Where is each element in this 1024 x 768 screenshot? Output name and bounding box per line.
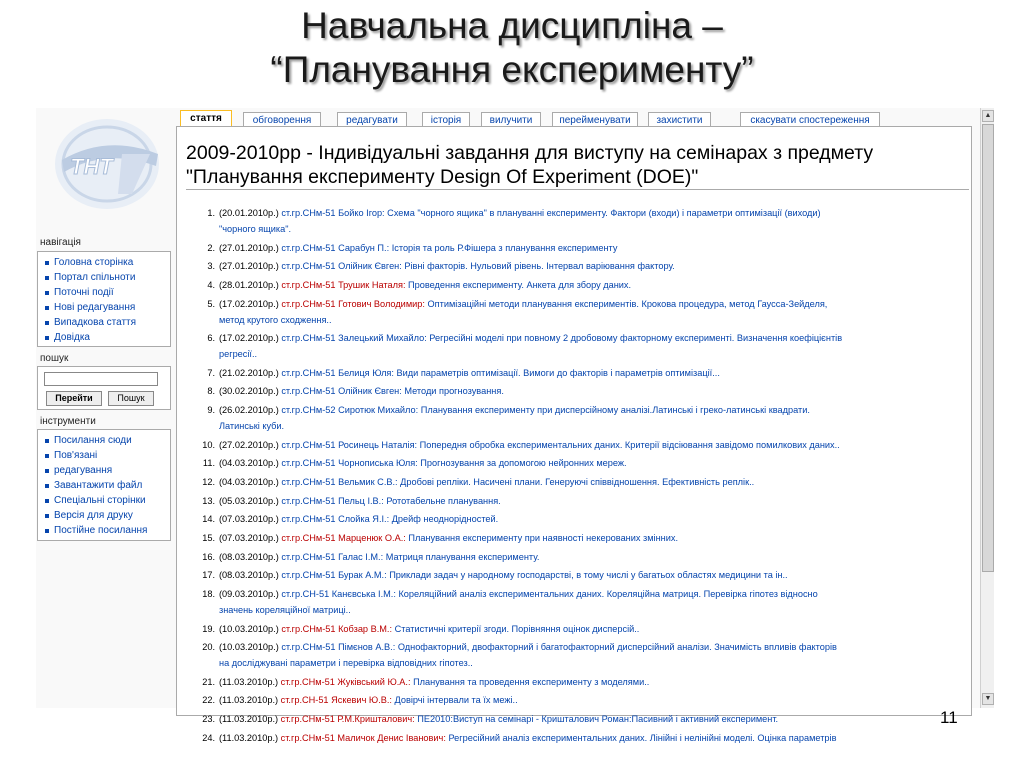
search-input[interactable] xyxy=(44,372,158,386)
item-topic-link[interactable]: Рототабельне планування. xyxy=(383,495,501,506)
list-item xyxy=(202,639,969,671)
tools-item-what-links-here[interactable]: Посилання сюди xyxy=(44,433,166,448)
list-item xyxy=(207,402,969,434)
nav-heading: навігація xyxy=(40,237,81,248)
item-author-link[interactable]: ст.гр.СНм-51 Р.М.Кришталович: xyxy=(278,714,415,725)
search-button[interactable]: Пошук xyxy=(108,391,154,406)
item-date: (07.03.2010р.) xyxy=(219,532,279,543)
item-topic-link[interactable]: Види параметрів оптимізації. Вимоги до факторів і параметрів оптимізації... xyxy=(393,367,720,378)
item-topic-link[interactable]: Регресійні моделі при повному 2 дробовому факторному експерименті. Визначення коефіцієнтів xyxy=(426,333,843,344)
item-number: 17. xyxy=(202,570,215,581)
slide-title xyxy=(0,4,1024,92)
list-item xyxy=(207,258,969,274)
item-date: (11.03.2010р.) xyxy=(219,714,279,725)
item-date: (17.02.2010р.) xyxy=(219,298,279,309)
item-date: (27.02.2010р.) xyxy=(219,439,279,450)
item-topic-continued[interactable]: регресії.. xyxy=(219,349,258,360)
item-number: 1. xyxy=(207,208,215,218)
nav-item-current-events[interactable]: Поточні події xyxy=(44,285,166,300)
list-item xyxy=(202,511,969,527)
site-logo[interactable] xyxy=(52,114,162,224)
list-item xyxy=(207,205,969,237)
nav-portlet xyxy=(37,251,171,347)
list-item xyxy=(202,530,969,546)
item-number: 3. xyxy=(207,261,215,272)
item-number: 4. xyxy=(207,279,215,290)
nav-item-help[interactable]: Довідка xyxy=(44,330,166,345)
item-author-link[interactable]: ст.гр.СНм-51 Белиця Юля: xyxy=(278,367,394,378)
list-item xyxy=(202,567,969,583)
item-author-link[interactable]: ст.гр.СН-51 Яскевич Ю.В.: xyxy=(278,695,392,706)
item-number: 7. xyxy=(207,367,215,378)
item-topic-link[interactable]: Довірчі інтервали та їх межі.. xyxy=(391,695,518,706)
item-number: 2. xyxy=(207,242,215,253)
page-number: 11 xyxy=(940,708,958,727)
item-number: 24. xyxy=(202,732,215,743)
item-number: 20. xyxy=(202,642,215,653)
item-number: 8. xyxy=(207,386,215,397)
item-author-link[interactable]: ст.гр.СН-51 Канєвська І.М.: xyxy=(278,588,396,599)
page-tabs xyxy=(180,109,980,127)
item-author-link[interactable]: ст.гр.СНм-51 Маличок Денис Іванович: xyxy=(278,732,446,743)
nav-item-random-article[interactable]: Випадкова стаття xyxy=(44,315,166,330)
list-item xyxy=(202,621,969,637)
item-topic-link[interactable]: Статистичні критерії згоди. Порівняння оцінок дисперсій.. xyxy=(392,623,640,634)
item-number: 12. xyxy=(202,477,215,488)
list-item xyxy=(207,365,969,381)
item-author-link[interactable]: ст.гр.СНм-51 Росинець Наталія: xyxy=(278,439,418,450)
list-item xyxy=(202,474,969,490)
item-topic-link[interactable]: Історія та роль Р.Фішера з планування експерименту xyxy=(389,242,618,253)
item-topic-link[interactable]: Схема "чорного ящика" в плануванні експерименту. Фактори (входи) і параметри оптимізації (виходи) xyxy=(384,208,821,218)
article-content xyxy=(176,126,972,743)
item-author-link[interactable]: ст.гр.СНм-51 Галас І.М.: xyxy=(278,551,384,562)
tools-portlet xyxy=(37,429,171,541)
page-heading-line-2: "Планування експерименту Design Of Experiment (DOE)" xyxy=(186,166,699,188)
tools-item-upload-file[interactable]: Завантажити файл xyxy=(44,478,166,493)
item-number: 19. xyxy=(202,623,215,634)
item-topic-continued[interactable]: значень кореляційної матриці.. xyxy=(219,604,351,615)
list-item xyxy=(202,493,969,509)
item-date: (09.03.2010р.) xyxy=(219,588,279,599)
item-topic-link[interactable]: Попередня обробка експериментальних даних. Критерії відсіювання завідомо помилкових даних.. xyxy=(417,439,840,450)
scroll-up-icon[interactable]: ▲ xyxy=(982,110,994,122)
item-topic-link[interactable]: Планування та проведення експерименту з моделями.. xyxy=(410,676,650,687)
item-topic-link[interactable]: Прогнозування за допомогою нейронних мереж. xyxy=(417,458,627,469)
list-item xyxy=(207,277,969,293)
item-topic-link[interactable]: Проведення експерименту. Анкета для збору даних. xyxy=(405,279,632,290)
item-topic-continued[interactable]: на досліджувані параметри і перевірка відповідних гіпотез.. xyxy=(219,658,473,669)
item-topic-link[interactable]: ПЕ2010:Виступ на семінарі - Кришталович Роман:Пасивний і активний експеримент. xyxy=(414,714,779,725)
item-date: (11.03.2010р.) xyxy=(219,732,279,743)
item-author-link[interactable]: ст.гр.СНм-51 Чорнописька Юля: xyxy=(278,458,418,469)
item-topic-link[interactable]: Методи прогнозування. xyxy=(401,386,504,397)
tab-protect[interactable]: захистити xyxy=(648,112,711,127)
tools-item-special-pages[interactable]: Спеціальні сторінки xyxy=(44,493,166,508)
item-author-link[interactable]: ст.гр.СНм-51 Трушик Наталя: xyxy=(278,279,406,290)
vertical-scrollbar[interactable] xyxy=(980,108,994,708)
item-number: 6. xyxy=(207,333,215,344)
item-author-link[interactable]: ст.гр.СНм-51 Залецький Михайло: xyxy=(278,333,427,344)
item-number: 16. xyxy=(202,551,215,562)
list-item xyxy=(207,330,969,362)
item-date: (11.03.2010р.) xyxy=(219,676,279,687)
item-topic-continued[interactable]: Латинські куби. xyxy=(219,421,285,432)
list-item xyxy=(202,437,969,453)
item-topic-continued[interactable]: метод крутого сходження.. xyxy=(219,314,332,325)
item-date: (10.03.2010р.) xyxy=(219,642,279,653)
logo-text: ТНТ xyxy=(70,154,113,179)
item-topic-link[interactable]: Оптимізаційні методи планування експериментів. Крокова процедура, метод Гаусса-Зейделя, xyxy=(424,298,828,309)
scroll-down-icon[interactable]: ▼ xyxy=(982,693,994,705)
item-topic-link[interactable]: Рівні факторів. Нульовий рівень. Інтервал варіювання фактору. xyxy=(401,261,675,272)
tools-heading: інструменти xyxy=(40,416,96,427)
slide-title-line-1: Навчальна дисципліна – xyxy=(301,5,723,46)
list-item xyxy=(202,692,969,708)
item-topic-link[interactable]: Планування експерименту при наявності некерованих змінних. xyxy=(405,532,679,543)
item-topic-link[interactable]: Кореляційний аналіз експериментальних даних. Кореляційна матриця. Перевірка гіпотез відносно xyxy=(395,588,818,599)
item-author-link[interactable]: ст.гр.СНм-51 Бурак А.М.: xyxy=(278,570,387,581)
item-number: 22. xyxy=(202,695,215,706)
item-author-link[interactable]: ст.гр.СНм-51 Готович Володимир: xyxy=(278,298,425,309)
wiki-screenshot xyxy=(36,108,994,743)
tab-delete[interactable]: вилучити xyxy=(481,112,541,127)
item-author-link[interactable]: ст.гр.СНм-51 Олійник Євген: xyxy=(278,261,402,272)
item-author-link[interactable]: ст.гр.СНм-51 Слойка Я.І.: xyxy=(278,514,390,525)
list-item xyxy=(202,711,969,727)
list-item xyxy=(202,549,969,565)
item-number: 13. xyxy=(202,495,215,506)
item-topic-link[interactable]: Матриця планування експерименту. xyxy=(383,551,540,562)
search-heading: пошук xyxy=(40,353,69,364)
item-date: (04.03.2010р.) xyxy=(219,458,279,469)
item-author-link[interactable]: ст.гр.СНм-51 Олійник Євген: xyxy=(278,386,402,397)
item-topic-link[interactable]: Регресійний аналіз експериментальних даних. Лінійні і нелінійні моделі. Оцінка параметрів xyxy=(445,732,837,743)
item-author-link[interactable]: ст.гр.СНм-51 Сарабун П.: xyxy=(278,242,390,253)
item-topic-link[interactable]: Приклади задач у народному господарстві, в тому числі у багатьох областях медицини та ін.. xyxy=(386,570,788,581)
nav-item-recent-changes[interactable]: Нові редагування xyxy=(44,300,166,315)
item-topic-link[interactable]: Дробові репліки. Насичені плани. Генеруючі співвідношення. Ефективність реплік.. xyxy=(397,477,755,488)
search-go-button[interactable]: Перейти xyxy=(46,391,102,406)
assignment-list xyxy=(177,205,969,748)
nav-item-main-page[interactable]: Головна сторінка xyxy=(44,255,166,270)
item-number: 14. xyxy=(202,514,215,525)
tab-history[interactable]: історія xyxy=(422,112,470,127)
tools-item-related-changes[interactable]: Пов'язані xyxy=(44,448,166,463)
item-author-link[interactable]: ст.гр.СНм-52 Сиротюк Михайло: xyxy=(278,405,419,416)
item-author-link[interactable]: ст.гр.СНм-51 Пімєнов А.В.: xyxy=(278,642,396,653)
item-topic-link[interactable]: Планування експерименту при дисперсійному аналізі.Латинські і греко-латинські квадрати. xyxy=(418,405,810,416)
nav-item-community-portal[interactable]: Портал спільноти xyxy=(44,270,166,285)
tools-item-related-changes-cont[interactable]: редагування xyxy=(44,463,166,478)
item-date: (21.02.2010р.) xyxy=(219,367,279,378)
item-number: 9. xyxy=(207,405,215,416)
item-date: (20.01.2010р.) xyxy=(219,208,279,218)
item-author-link[interactable]: ст.гр.СНм-51 Кобзар В.М.: xyxy=(278,623,393,634)
page-heading xyxy=(186,141,976,189)
item-author-link[interactable]: ст.гр.СНм-51 Пельц І.В.: xyxy=(278,495,384,506)
item-author-link[interactable]: ст.гр.СНм-51 Бойко Ігор: xyxy=(278,208,385,218)
item-author-link[interactable]: ст.гр.СНм-51 Жуківський Ю.А.: xyxy=(278,676,411,687)
item-date: (08.03.2010р.) xyxy=(219,551,279,562)
item-author-link[interactable]: ст.гр.СНм-51 Вельмик С.В.: xyxy=(278,477,398,488)
item-date: (27.01.2010р.) xyxy=(219,242,279,253)
item-number: 23. xyxy=(202,714,215,725)
tab-move[interactable]: перейменувати xyxy=(552,112,638,127)
item-number: 5. xyxy=(207,298,215,309)
tab-edit[interactable]: редагувати xyxy=(337,112,407,127)
tab-unwatch[interactable]: скасувати спостереження xyxy=(740,112,880,127)
tab-article[interactable]: стаття xyxy=(180,110,232,127)
list-item xyxy=(202,674,969,690)
list-item xyxy=(202,730,969,746)
item-number: 21. xyxy=(202,676,215,687)
item-date: (08.03.2010р.) xyxy=(219,570,279,581)
item-number: 15. xyxy=(202,532,215,543)
item-date: (04.03.2010р.) xyxy=(219,477,279,488)
item-topic-continued[interactable]: "чорного ящика". xyxy=(219,224,292,234)
list-item xyxy=(207,383,969,399)
item-topic-link[interactable]: Однофакторний, двофакторний і багатофакторний дисперсійний аналізи. Значимість впливів факторів xyxy=(395,642,837,653)
item-date: (30.02.2010р.) xyxy=(219,386,279,397)
slide-title-line-2: “Планування експерименту” xyxy=(270,49,754,90)
item-date: (26.02.2010р.) xyxy=(219,405,279,416)
item-date: (05.03.2010р.) xyxy=(219,495,279,506)
item-date: (28.01.2010р.) xyxy=(219,279,279,290)
heading-divider xyxy=(186,189,969,190)
item-date: (11.03.2010р.) xyxy=(219,695,279,706)
list-item xyxy=(202,586,969,618)
scroll-thumb[interactable] xyxy=(982,124,994,572)
page-heading-line-1: 2009-2010рр - Індивідуальні завдання для виступу на семінарах з предмету xyxy=(186,142,874,164)
item-number: 11. xyxy=(202,458,215,469)
item-date: (07.03.2010р.) xyxy=(219,514,279,525)
item-number: 18. xyxy=(202,588,215,599)
item-date: (27.01.2010р.) xyxy=(219,261,279,272)
list-item xyxy=(207,240,969,256)
search-portlet xyxy=(37,366,171,410)
list-item xyxy=(207,296,969,328)
item-topic-link[interactable]: Дрейф неоднорідностей. xyxy=(389,514,499,525)
tools-item-printable-version[interactable]: Версія для друку xyxy=(44,508,166,523)
tab-discussion[interactable]: обговорення xyxy=(243,112,321,127)
list-item xyxy=(202,455,969,471)
item-number: 10. xyxy=(202,439,215,450)
item-date: (17.02.2010р.) xyxy=(219,333,279,344)
item-date: (10.03.2010р.) xyxy=(219,623,279,634)
tools-item-permanent-link[interactable]: Постійне посилання xyxy=(44,523,166,538)
item-author-link[interactable]: ст.гр.СНм-51 Марценюк О.А.: xyxy=(278,532,406,543)
